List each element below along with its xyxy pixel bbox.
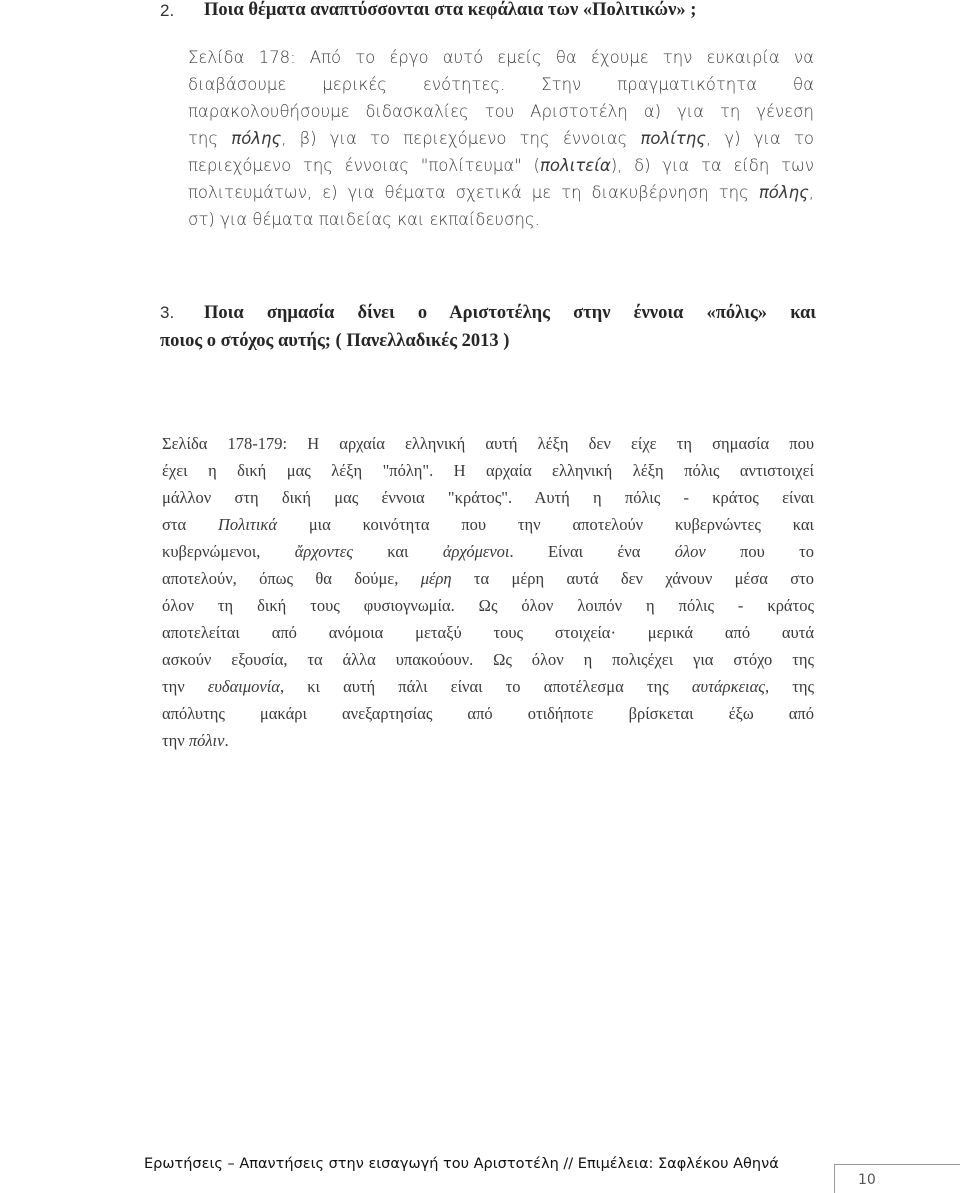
- text-line: στ) για θέματα παιδείας και εκπαίδευσης.: [188, 210, 540, 229]
- answer-3-paragraph: [162, 430, 814, 754]
- italic-term: ἄρχοντες: [294, 542, 353, 561]
- question-text: Ποια θέματα αναπτύσσονται στα κεφάλαια των «Πολιτικών» ;: [204, 0, 697, 20]
- question-text-line-1: Ποια σημασία δίνει ο Αριστοτέλης στην έννοια «πόλις» και: [204, 303, 816, 323]
- text-line: Σελίδα 178-179: Η αρχαία ελληνική αυτή λέξη δεν είχε τη σημασία που: [162, 434, 814, 453]
- text-line: την ευδαιμονία, κι αυτή πάλι είναι το αποτέλεσμα της αυτάρκειας, της: [162, 677, 814, 696]
- question-3-heading: [160, 301, 816, 361]
- text-line: έχει η δική μας λέξη "πόλη". Η αρχαία ελληνική λέξη πόλις αντιστοιχεί: [162, 461, 814, 480]
- text-line: ασκούν εξουσία, τα άλλα υπακούουν. Ως όλον η πολιςέχει για στόχο της: [162, 650, 814, 669]
- italic-term: πολιτεία: [540, 156, 611, 175]
- text-line: όλον τη δική τους φυσιογνωμία. Ως όλον λοιπόν η πόλις - κράτος: [162, 596, 814, 615]
- italic-term: αυτάρκειας: [691, 677, 765, 696]
- answer-2-paragraph: [188, 44, 814, 233]
- italic-term: ἀρχόμενοι: [442, 542, 510, 561]
- italic-term: μέρη: [420, 569, 452, 588]
- text-line: στα Πολιτικά μια κοινότητα που την αποτελούν κυβερνώντες και: [162, 515, 814, 534]
- text-line: πολιτευμάτων, ε) για θέματα σχετικά με τη διακυβέρνηση της πόλης,: [188, 183, 814, 202]
- page-footer: Ερωτήσεις – Απαντήσεις στην εισαγωγή του Αριστοτέλη // Επιμέλεια: Σαφλέκου Αθηνά: [144, 1156, 779, 1172]
- text-line: απόλυτης μακάρι ανεξαρτησίας από οτιδήποτε βρίσκεται έξω από: [162, 704, 814, 723]
- text-line: αποτελείται από ανόμοια μεταξύ τους στοιχεία· μερικά από αυτά: [162, 623, 814, 642]
- italic-term: πόλιν: [188, 731, 225, 750]
- italic-term: πόλης: [758, 183, 809, 202]
- question-text-line-2: ποιος ο στόχος αυτής; ( Πανελλαδικές 2013 ): [160, 331, 510, 351]
- question-number: 2.: [160, 1, 175, 20]
- text-line: μάλλον στη δική μας έννοια "κράτος". Αυτή η πόλις - κράτος είναι: [162, 488, 814, 507]
- page-number: 10: [858, 1172, 876, 1188]
- page-number-box: [834, 1164, 960, 1193]
- italic-term: πόλης: [231, 129, 282, 148]
- text-line: περιεχόμενο της έννοιας "πολίτευμα" (πολιτεία), δ) για τα είδη των: [188, 156, 814, 175]
- italic-term: Πολιτικά: [218, 515, 277, 534]
- italic-term: όλον: [674, 542, 706, 561]
- text-line: Σελίδα 178: Από το έργο αυτό εμείς θα έχουμε την ευκαιρία να: [188, 48, 814, 67]
- text-line: κυβερνώμενοι, ἄρχοντες και ἀρχόμενοι. Είναι ένα όλον που το: [162, 542, 814, 561]
- text-line: της πόλης, β) για το περιεχόμενο της έννοιας πολίτης, γ) για το: [188, 129, 814, 148]
- text-line: παρακολουθήσουμε διδασκαλίες του Αριστοτέλη α) για τη γένεση: [188, 102, 814, 121]
- text-line: αποτελούν, όπως θα δούμε, μέρη τα μέρη αυτά δεν χάνουν μέσα στο: [162, 569, 814, 588]
- question-number: 3.: [160, 303, 175, 322]
- italic-term: ευδαιμονία: [207, 677, 280, 696]
- text-line: την πόλιν.: [162, 731, 229, 750]
- italic-term: πολίτης: [640, 129, 706, 148]
- question-2-heading: [160, 0, 816, 30]
- text-line: διαβάσουμε μερικές ενότητες. Στην πραγματικότητα θα: [188, 75, 814, 94]
